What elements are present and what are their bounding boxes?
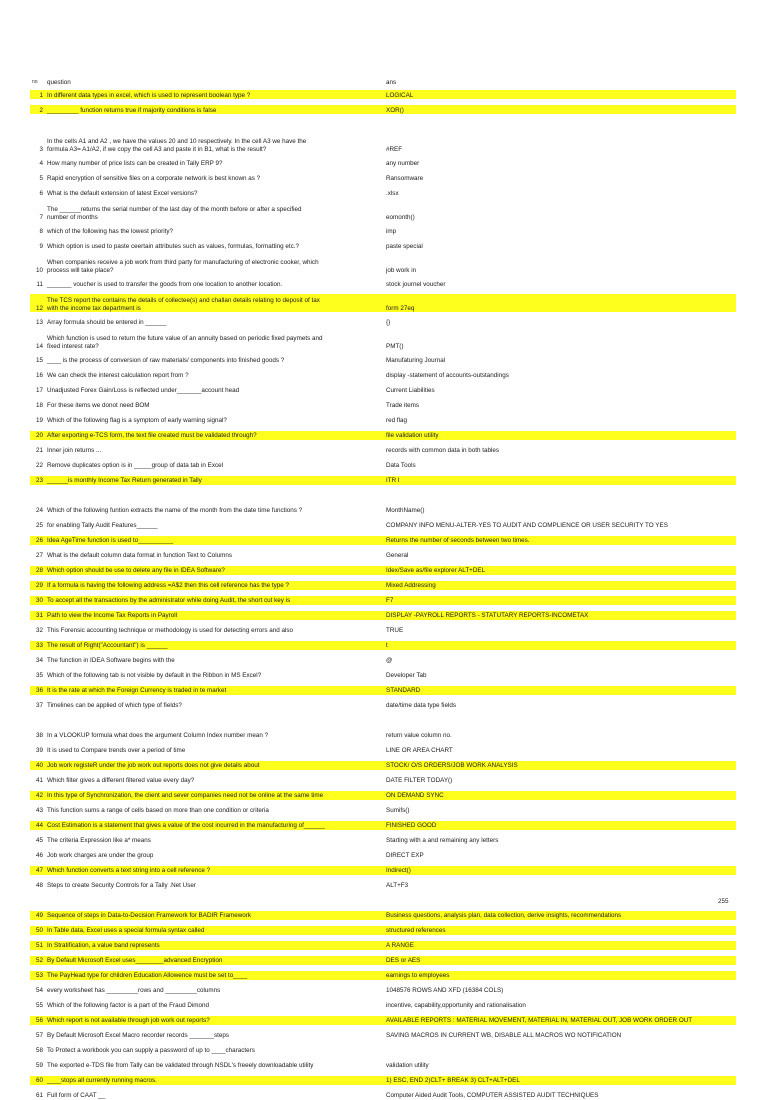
question-text: This Forensic accounting technique or methodology is used for detecting errors and also	[47, 627, 294, 634]
answer-text: Indirect()	[386, 867, 411, 874]
question-number: 45	[35, 837, 43, 844]
question-text: every worksheet has _________rows and _________columns	[47, 987, 221, 994]
question-text: After exporting e-TCS form, the text file created must be validated through?	[47, 432, 257, 439]
answer-text: Sumifs()	[386, 807, 410, 814]
answer-text: 1) ESC, END 2)CLT+ BREAK 3) CLT+ALT+DEL	[386, 1077, 520, 1084]
question-number: 37	[35, 702, 43, 709]
question-row	[30, 956, 736, 965]
question-number: 60	[35, 1077, 43, 1084]
question-row	[30, 120, 736, 129]
question-row	[30, 1061, 736, 1070]
question-row	[30, 294, 736, 312]
question-row	[30, 671, 736, 680]
question-number: 9	[39, 242, 43, 250]
answer-text: AVAILABLE REPORTS : MATERIAL MOVEMENT, MATERIAL IN, MATERIAL OUT, JOB WORK ORDER OUT	[386, 1017, 693, 1024]
question-row	[30, 851, 736, 860]
question-row	[30, 461, 736, 470]
question-row	[30, 1076, 736, 1085]
header-answer: ans	[386, 79, 397, 87]
question-text: Idea AgeTime function is used to__________	[47, 537, 174, 544]
question-text: We can check the interest calculation report from ?	[47, 372, 189, 379]
answer-text: incentive, capability,opportunity and rationalisation	[386, 1002, 526, 1009]
question-row	[30, 1031, 736, 1040]
question-number: 44	[35, 822, 43, 829]
question-number: 46	[35, 852, 43, 859]
question-number: 28	[35, 567, 43, 574]
question-row	[30, 203, 736, 221]
answer-text: return value column no.	[386, 732, 452, 739]
answer-text: validation utility	[386, 1062, 429, 1069]
question-row	[30, 581, 736, 590]
question-row	[30, 356, 736, 365]
answer-text: earnings to employees	[386, 972, 450, 979]
question-text: Timelines can be applied of which type of fields?	[47, 702, 182, 709]
answer-text: .xlsx	[386, 189, 399, 197]
question-text: ____ is the process of conversion of raw materials/ components into finished goods ?	[47, 357, 285, 364]
answer-text: ALT+F3	[386, 882, 409, 889]
question-number: 2	[39, 106, 43, 114]
question-number: 56	[35, 1017, 43, 1024]
question-row	[30, 416, 736, 425]
question-text: What is the default column data format in function Text to Columns	[47, 552, 233, 559]
question-row	[30, 401, 736, 410]
question-row	[30, 256, 736, 274]
answer-text: LOGICAL	[386, 91, 414, 99]
question-number: 5	[39, 174, 43, 182]
question-row	[30, 911, 736, 920]
question-text: What is the default extension of latest Excel versions?	[47, 189, 198, 197]
answer-text: A RANGE	[386, 942, 414, 949]
question-text: In different data types in excel, which is used to represent boolean type ?	[47, 91, 251, 99]
question-row	[30, 188, 736, 197]
answer-text: DES or AES	[386, 957, 421, 964]
question-row	[30, 731, 736, 740]
question-row	[30, 317, 736, 326]
question-number: 1	[39, 91, 43, 99]
question-row	[30, 521, 736, 530]
question-number: 42	[35, 792, 43, 799]
question-row	[30, 926, 736, 935]
question-text: Cost Estimation is a statement that gives a value of the cost incurred in the manufacturing of______	[47, 822, 325, 829]
question-number: 61	[35, 1092, 43, 1099]
question-row	[30, 371, 736, 380]
answer-text: STOCK/ O/S ORDERS/JOB WORK ANALYSIS	[386, 762, 518, 769]
question-number: 16	[35, 372, 43, 379]
question-text: This function sums a range of cells based on more than one condition or criteria	[47, 807, 269, 814]
question-number: 19	[35, 417, 43, 424]
question-text: By Default Microsoft Excel Macro recorder records _______steps	[47, 1032, 229, 1039]
question-number: 23	[35, 477, 43, 484]
question-row	[30, 716, 736, 725]
question-row	[30, 135, 736, 153]
question-number: 59	[35, 1062, 43, 1069]
question-number: 33	[35, 642, 43, 649]
question-row	[30, 332, 736, 350]
question-number: 27	[35, 552, 43, 559]
question-number: 55	[35, 1002, 43, 1009]
question-row	[30, 941, 736, 950]
question-text: Rapid encryption of sensitive files on a corporate network is best known as ?	[47, 174, 261, 182]
question-text: Which of the following factor is a part of the Fraud Dimond	[47, 1002, 210, 1009]
question-number: 3	[39, 145, 43, 153]
question-row	[30, 791, 736, 800]
question-text: Which of the following flag is a symptom of early warning signal?	[47, 417, 227, 424]
question-text: for enabling Tally Audit Features______	[47, 522, 158, 529]
question-row	[30, 279, 736, 288]
question-row	[30, 536, 736, 545]
question-text: The TCS report the contains the details of collectee(s) and challan details relating to deposit of tax with the income tax department is	[47, 297, 320, 312]
answer-text: Mixed Addressing	[386, 582, 436, 589]
answer-text: t	[386, 642, 388, 649]
question-row	[30, 761, 736, 770]
answer-text: @	[386, 657, 393, 664]
question-number: 51	[35, 942, 43, 949]
question-number: 15	[35, 357, 43, 364]
question-number: 58	[35, 1047, 43, 1054]
answer-text: structured references	[386, 927, 446, 934]
question-number: 11	[36, 280, 43, 288]
question-number: 26	[35, 537, 43, 544]
question-text: Which of the following tab is not visible by default in the Ribbon in MS Excel?	[47, 672, 262, 679]
question-row	[30, 686, 736, 695]
answer-text: {}	[386, 318, 391, 326]
question-text: The result of Right("Accountant") is ______	[47, 642, 168, 649]
question-row	[30, 896, 736, 905]
question-text: Which option is used to paste ceertain attributes such as values, formulas, formatting etc.?	[47, 242, 300, 250]
header-row	[30, 78, 736, 87]
question-text: Which function converts a text string into a cell reference ?	[47, 867, 211, 874]
question-row	[30, 173, 736, 182]
question-text: The criteria Expression like a* means	[47, 837, 151, 844]
question-row	[30, 806, 736, 815]
answer-text: SAVING MACROS IN CURRENT WB, DISABLE ALL MACROS WO NOTIFICATION	[386, 1032, 622, 1039]
page-number: 255	[718, 898, 729, 905]
question-text: Which of the following funtion extracts the name of the month from the date time functions ?	[47, 507, 303, 514]
question-text: When companies receive a job work from third party for manufacturing of electronic cooker, which process will take place?	[47, 259, 319, 274]
answer-text: DATE FILTER TODAY()	[386, 777, 453, 784]
question-row	[30, 491, 736, 500]
question-row	[30, 971, 736, 980]
answer-text: STANDARD	[386, 687, 421, 694]
question-text: Which function is used to return the future value of an annuity based on periodic fixed paymets and fixed interest rate?	[47, 335, 323, 350]
question-row	[30, 1001, 736, 1010]
question-text: Array formula should be entered in ______	[47, 318, 167, 326]
question-number: 43	[35, 807, 43, 814]
question-number: 57	[35, 1032, 43, 1039]
question-number: 17	[35, 387, 43, 394]
question-number: 18	[35, 402, 43, 409]
question-number: 34	[35, 657, 43, 664]
question-text: Which filter gives a different filtered value every day?	[47, 777, 195, 784]
question-number: 35	[35, 672, 43, 679]
question-number: 25	[35, 522, 43, 529]
question-number: 22	[35, 462, 43, 469]
question-row	[30, 821, 736, 830]
question-text: Inner join returns ...	[47, 447, 102, 454]
header-no: no	[32, 79, 38, 86]
question-text: For these items we donot need BOM	[47, 402, 150, 409]
answer-text: DIRECT EXP	[386, 852, 424, 859]
question-row	[30, 158, 736, 167]
question-row	[30, 1016, 736, 1025]
question-row	[30, 596, 736, 605]
question-text: Job work registeR under the job work out reports does not give details about	[47, 762, 260, 769]
question-text: The function in IDEA Software begins with the	[47, 657, 175, 664]
question-text: If a formula is having the following address =A$2 then this cell reference has the type ?	[47, 582, 290, 589]
question-number: 47	[35, 867, 43, 874]
question-text: ______is monthly Income Tax Return generated in Tally	[47, 477, 202, 484]
answer-text: LINE OR AREA CHART	[386, 747, 453, 754]
question-number: 31	[35, 612, 43, 619]
question-row	[30, 105, 736, 114]
question-number: 20	[35, 432, 43, 439]
answer-text: F7	[386, 597, 394, 604]
question-text: To accept all the transactions by the administrator while doing Audit, the short cut key is	[47, 597, 291, 604]
question-number: 52	[35, 957, 43, 964]
question-number: 49	[35, 912, 43, 919]
answer-text: General	[386, 552, 409, 559]
question-row	[30, 641, 736, 650]
answer-text: records with common data in both tables	[386, 447, 500, 454]
question-number: 7	[39, 213, 43, 221]
question-text: Unadjusted Forex Gain/Loss is reflected under_______account head	[47, 387, 240, 394]
question-text: The PayHead type for children Education Allowence must be set to____	[47, 972, 248, 979]
question-text: Steps to create Security Controls for a Tally .Net User	[47, 882, 196, 889]
question-number: 12	[35, 304, 43, 312]
question-number: 14	[35, 342, 43, 350]
question-row	[30, 626, 736, 635]
question-text: Job work charges are under the group	[47, 852, 154, 859]
question-text: In the cells A1 and A2 , we have the values 20 and 10 respectively. In the cell A3 we have the formula A3= A1/A2, if we copy the cell A3 and paste it in B1, what is the result?	[47, 138, 307, 153]
question-text: To Protect a workbook you can supply a password of up to ____characters	[47, 1047, 255, 1054]
question-text: Which report is not available through job work out reports?	[47, 1017, 210, 1024]
answer-text: 1048576 ROWS AND XFD (16384 COLS)	[386, 987, 504, 994]
question-text: In Table data, Excel uses a special formula syntax called	[47, 927, 205, 934]
question-row	[30, 986, 736, 995]
question-number: 39	[35, 747, 43, 754]
answer-text: Data Tools	[386, 462, 416, 469]
question-text: ____stops all currently running macros.	[47, 1077, 157, 1084]
answer-text: Developer Tab	[386, 672, 427, 679]
answer-text: file validation utility	[386, 432, 439, 439]
answer-text: Business questions, analysis plan, data collection, derive insights, recommendations	[386, 912, 622, 919]
question-row	[30, 611, 736, 620]
question-text: Sequence of steps in Data-to-Decision Framework for BADIR Framework	[47, 912, 252, 919]
question-number: 41	[35, 777, 43, 784]
question-number: 8	[39, 227, 43, 235]
answer-text: Trade items	[386, 402, 420, 409]
question-text: In Stratification, a value band represents	[47, 942, 160, 949]
question-row	[30, 656, 736, 665]
answer-text: job work in	[386, 266, 417, 274]
question-text: Remove duplicates option is in _____group of data tab in Excel	[47, 462, 224, 469]
question-row	[30, 701, 736, 710]
header-question: question	[47, 79, 71, 87]
question-row	[30, 881, 736, 890]
answer-text: Current Liabilities	[386, 387, 435, 394]
question-number: 53	[35, 972, 43, 979]
question-row	[30, 226, 736, 235]
answer-text: date/time data type fields	[386, 702, 457, 709]
question-row	[30, 446, 736, 455]
question-number: 32	[35, 627, 43, 634]
question-number: 21	[35, 447, 43, 454]
answer-text: any number	[386, 159, 420, 167]
answer-text: form 27eq	[386, 304, 415, 312]
question-text: Which option should be use to delete any file in IDEA Software?	[47, 567, 225, 574]
answer-text: paste special	[386, 242, 423, 250]
question-row	[30, 1046, 736, 1055]
question-row	[30, 566, 736, 575]
answer-text: ON DEMAND SYNC	[386, 792, 444, 799]
answer-text: #REF	[386, 145, 403, 153]
question-text: The exported e-TDS file from Tally can be validated through NSDL's freeely downloadable utility	[47, 1062, 314, 1069]
question-text: Full form of CAAT __	[47, 1092, 106, 1099]
answer-text: imp	[386, 227, 397, 235]
answer-text: ITR I	[386, 477, 400, 484]
question-text: In this type of Synchronization, the client and sever companies need not be online at the same time	[47, 792, 324, 799]
question-row	[30, 386, 736, 395]
question-number: 24	[35, 507, 43, 514]
question-number: 10	[35, 266, 43, 274]
answer-text: DISPLAY -PAYROLL REPORTS - STATUTARY REPORTS-INCOMETAX	[386, 612, 589, 619]
question-row	[30, 836, 736, 845]
question-number: 50	[35, 927, 43, 934]
answer-text: Idex/Save as/file explorer ALT+DEL	[386, 567, 486, 574]
question-row	[30, 241, 736, 250]
question-number: 13	[35, 318, 43, 326]
answer-text: Computer Aided Audit Tools, COMPUTER ASSISTED AUDIT TECHNIQUES	[386, 1092, 599, 1099]
question-text: In a VLOOKUP formula what does the argument Column Index number mean ?	[47, 732, 269, 739]
answer-text: Ransomware	[386, 174, 424, 182]
answer-text: Starting with a and remaining any letters	[386, 837, 499, 844]
question-number: 30	[35, 597, 43, 604]
question-text: _______ voucher is used to transfer the goods from one location to another location.	[47, 280, 283, 288]
answer-text: XOR()	[386, 106, 404, 114]
question-row	[30, 776, 736, 785]
answer-text: PMT()	[386, 342, 404, 350]
question-text: which of the following has the lowest priority?	[47, 227, 174, 235]
question-row	[30, 90, 736, 99]
question-number: 40	[35, 762, 43, 769]
question-row	[30, 431, 736, 440]
answer-text: Returns the number of seconds between two times.	[386, 537, 530, 544]
question-row	[30, 866, 736, 875]
question-text: By Default Microsoft Excel uses________advanced Encryption	[47, 957, 223, 964]
question-number: 4	[39, 159, 43, 167]
answer-text: FINISHED GOOD	[386, 822, 437, 829]
question-number: 36	[35, 687, 43, 694]
answer-text: TRUE	[386, 627, 404, 634]
question-number: 38	[35, 732, 43, 739]
question-row	[30, 506, 736, 515]
question-text: It is the rate at which the Foreign Currency is traded in te market	[47, 687, 227, 694]
question-number: 29	[35, 582, 43, 589]
question-number: 54	[35, 987, 43, 994]
answer-text: Manufaturing Journal	[386, 357, 446, 364]
question-row	[30, 1091, 736, 1100]
question-text: _________ function returns true if majority conditions is false	[47, 106, 217, 114]
question-text: Path to view the Income Tax Reports in Payroll	[47, 612, 178, 619]
question-row	[30, 551, 736, 560]
answer-text: display -statement of accounts-outstandings	[386, 372, 509, 379]
question-row	[30, 746, 736, 755]
question-number: 48	[35, 882, 43, 889]
question-row	[30, 476, 736, 485]
question-text: The ______returns the serial number of the last day of the month before or after a specified number of months	[47, 206, 302, 221]
answer-text: eomonth()	[386, 213, 415, 221]
question-number: 6	[39, 189, 43, 197]
question-text: How many number of price lists can be created in Tally ERP 9?	[47, 159, 223, 167]
question-text: It is used to Compare trends over a period of time	[47, 747, 186, 754]
answer-text: MonthName()	[386, 507, 425, 514]
answer-text: red flag	[386, 417, 408, 424]
answer-text: COMPANY INFO MENU-ALTER-YES TO AUDIT AND COMPLIENCE OR USER SECURITY TO YES	[386, 522, 668, 529]
answer-text: stock journel voucher	[386, 280, 446, 288]
